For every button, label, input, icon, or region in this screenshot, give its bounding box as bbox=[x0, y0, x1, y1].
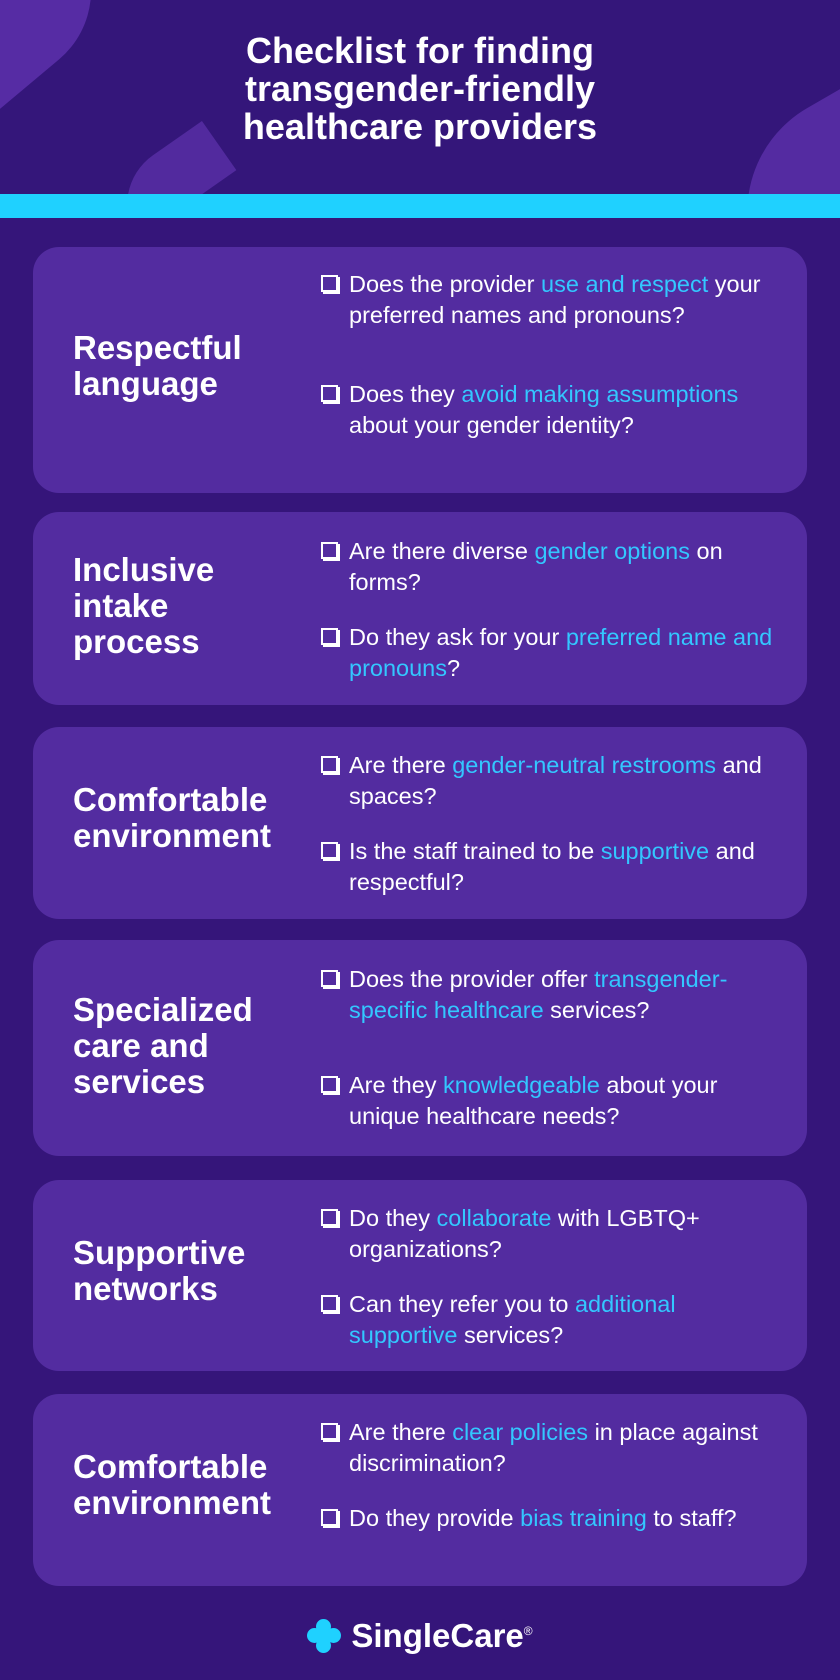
question-text: Are there gender-neutral restrooms and spaces? bbox=[349, 752, 762, 809]
question-text: Can they refer you to additional supportive services? bbox=[349, 1291, 676, 1348]
checklist-item bbox=[349, 1289, 789, 1351]
card-title-line: Comfortable bbox=[73, 781, 268, 818]
checkbox-icon bbox=[321, 542, 338, 559]
card-title-line: process bbox=[73, 623, 200, 660]
checkbox-icon bbox=[321, 385, 338, 402]
title-line: Checklist for finding bbox=[245, 30, 594, 71]
title-line: healthcare providers bbox=[242, 106, 598, 147]
question-text: Are there clear policies in place against discrimination? bbox=[349, 1419, 758, 1476]
card-title bbox=[73, 782, 303, 854]
question-text: Are there diverse gender options on forms? bbox=[349, 538, 723, 595]
checklist-card bbox=[33, 247, 807, 493]
checkbox-icon bbox=[321, 756, 338, 773]
checklist-item bbox=[349, 1417, 789, 1479]
checklist-item bbox=[349, 536, 789, 598]
checklist-card bbox=[33, 1180, 807, 1371]
checkbox-icon bbox=[321, 970, 338, 987]
accent-stripe bbox=[0, 194, 840, 218]
question-text: Does they avoid making assumptions about your gender identity? bbox=[349, 381, 739, 438]
checklist-item bbox=[349, 1503, 789, 1534]
brand-name: SingleCare® bbox=[351, 1617, 533, 1654]
checklist-item bbox=[349, 622, 789, 684]
checkbox-icon bbox=[321, 1076, 338, 1093]
question-text: Are they knowledgeable about your unique healthcare needs? bbox=[349, 1072, 718, 1129]
question-text: Do they collaborate with LGBTQ+ organizations? bbox=[349, 1205, 700, 1262]
footer-logo bbox=[0, 1608, 840, 1664]
card-title-line: Comfortable bbox=[73, 1448, 268, 1485]
singlecare-logo-icon bbox=[307, 1619, 341, 1653]
checkbox-icon bbox=[321, 628, 338, 645]
card-title bbox=[73, 1449, 303, 1521]
card-title-line: care and bbox=[73, 1027, 209, 1064]
card-title-line: Supportive bbox=[73, 1234, 246, 1271]
card-title-line: environment bbox=[73, 817, 272, 854]
card-title bbox=[73, 330, 303, 402]
checkbox-icon bbox=[321, 1295, 338, 1312]
checklist-item bbox=[349, 964, 789, 1026]
checklist-item bbox=[349, 379, 789, 441]
card-title-line: Specialized bbox=[73, 991, 253, 1028]
card-title-line: networks bbox=[73, 1270, 218, 1307]
checklist-card bbox=[33, 940, 807, 1156]
checklist-item bbox=[349, 1070, 789, 1132]
checkbox-icon bbox=[321, 842, 338, 859]
checkbox-icon bbox=[321, 1209, 338, 1226]
card-title-line: language bbox=[73, 365, 218, 402]
card-title bbox=[73, 552, 303, 660]
checklist-item bbox=[349, 836, 789, 898]
page-title bbox=[0, 32, 840, 146]
checklist-card bbox=[33, 1394, 807, 1586]
question-text: Do they ask for your preferred name and pronouns? bbox=[349, 624, 773, 681]
question-text: Does the provider use and respect your preferred names and pronouns? bbox=[349, 271, 761, 328]
title-line: transgender-friendly bbox=[244, 68, 596, 109]
question-text: Is the staff trained to be supportive and respectful? bbox=[349, 838, 755, 895]
question-text: Does the provider offer transgender-specific healthcare services? bbox=[349, 966, 728, 1023]
card-title-line: Inclusive bbox=[73, 551, 215, 588]
checklist-item bbox=[349, 750, 789, 812]
header bbox=[0, 0, 840, 194]
checklist-item bbox=[349, 1203, 789, 1265]
checklist-card bbox=[33, 512, 807, 705]
card-title bbox=[73, 1235, 303, 1307]
checkbox-icon bbox=[321, 1423, 338, 1440]
checklist-item bbox=[349, 269, 789, 331]
card-title-line: environment bbox=[73, 1484, 272, 1521]
checklist-card bbox=[33, 727, 807, 919]
card-title-line: Respectful bbox=[73, 329, 242, 366]
checkbox-icon bbox=[321, 1509, 338, 1526]
card-title-line: services bbox=[73, 1063, 206, 1100]
checkbox-icon bbox=[321, 275, 338, 292]
card-title-line: intake bbox=[73, 587, 169, 624]
card-title bbox=[73, 992, 303, 1100]
question-text: Do they provide bias training to staff? bbox=[349, 1505, 737, 1531]
